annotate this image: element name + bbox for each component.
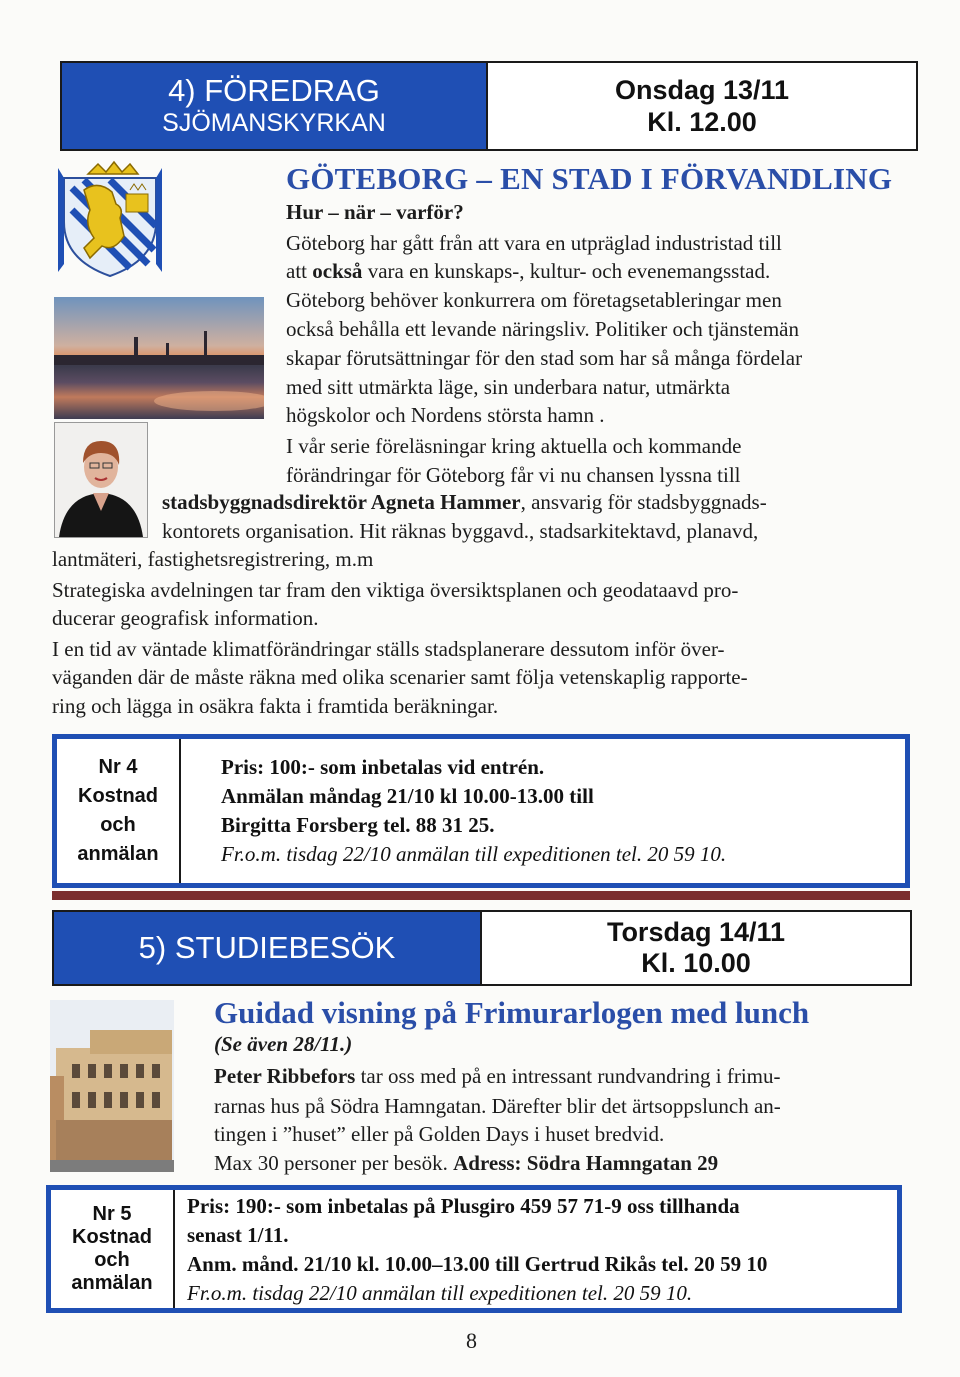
section5-header-title-box [54, 912, 482, 984]
section4-body-line: I vår serie föreläsningar kring aktuella och kommande [286, 434, 742, 458]
section4-body-line: Göteborg har gått från att vara en utpräglad industristad till [286, 231, 782, 255]
price-label-line: och [94, 1249, 130, 1271]
price-line: Fr.o.m. tisdag 22/10 anmälan till expeditionen tel. 20 59 10. [221, 842, 727, 866]
price-line: Anmälan måndag 21/10 kl 10.00-13.00 till [221, 784, 594, 808]
price-line: Anm. månd. 21/10 kl. 10.00–13.00 till Gertrud Rikås tel. 20 59 10 [187, 1252, 768, 1276]
section4-body-line: högskolor och Nordens största hamn . [286, 403, 605, 427]
section4-body-line: också behålla ett levande näringsliv. Politiker och tjänstemän [286, 317, 799, 341]
section4-body-line: stadsbyggnadsdirektör Agneta Hammer, ansvarig för stadsbyggnads- [162, 490, 767, 514]
price-line: Pris: 100:- som inbetalas vid entrén. [221, 755, 545, 779]
section4-body-line: I en tid av väntade klimatförändringar ställs stadsplanerare dessutom inför över- [52, 637, 725, 661]
section4-price-box [52, 734, 910, 888]
section5-day: Torsdag 14/11 [606, 917, 786, 947]
section5-price-label [51, 1190, 175, 1308]
section5-header-datetime [482, 912, 910, 984]
price-line: Fr.o.m. tisdag 22/10 anmälan till expeditionen tel. 20 59 10. [187, 1281, 693, 1305]
section4-body-line: kontorets organisation. Hit räknas byggavd., stadsarkitektavd, planavd, [162, 519, 759, 543]
harbour-sunset-photo [54, 297, 264, 419]
section4-heading: GÖTEBORG – EN STAD I FÖRVANDLING [286, 161, 893, 196]
section5-title: 5) STUDIEBESÖK [138, 930, 396, 965]
section4-body-line: med sitt utmärkta läge, sin underbara natur, utmärkta [286, 375, 731, 399]
section4-body-line: förändringar för Göteborg får vi nu chansen lyssna till [286, 463, 741, 487]
page-number: 8 [466, 1328, 477, 1353]
section5-body-line: rarnas hus på Södra Hamngatan. Därefter blir det ärtsoppslunch an- [214, 1094, 781, 1118]
section4-price-label [57, 739, 181, 883]
section4-header-datetime [488, 63, 916, 149]
section4-body-line: ducerar geografisk information. [52, 606, 319, 630]
price-label-line: Nr 4 [98, 756, 138, 778]
section4-venue: SJÖMANSKYRKAN [162, 109, 386, 137]
section4-body-line: lantmäteri, fastighetsregistrering, m.m [52, 547, 374, 571]
price-label-line: Nr 5 [92, 1203, 132, 1225]
section5-header [52, 910, 912, 986]
section-separator [52, 891, 910, 900]
price-line: Birgitta Forsberg tel. 88 31 25. [221, 813, 495, 837]
section5-body-line: Peter Ribbefors tar oss med på en intressant rundvandring i frimu- [214, 1064, 781, 1088]
gothenburg-coat-of-arms-icon [54, 160, 166, 280]
section5-note: (Se även 28/11.) [214, 1032, 353, 1056]
section4-title: 4) FÖREDRAG [168, 73, 380, 108]
price-label-line: anmälan [77, 843, 159, 865]
section4-body-line: ring och lägga in osäkra fakta i framtida beräkningar. [52, 694, 499, 718]
frimurarlogen-building-photo [50, 1000, 174, 1172]
section5-heading: Guidad visning på Frimurarlogen med lunch [214, 995, 810, 1030]
section5-body-line: tingen i ”huset” eller på Golden Days i huset bredvid. [214, 1122, 665, 1146]
section5-price-box [46, 1185, 902, 1313]
section4-body-line: Strategiska avdelningen tar fram den viktiga översiktsplanen och geodataavd pro- [52, 578, 739, 602]
section4-header-title-box [62, 63, 488, 149]
price-label-line: och [100, 814, 136, 836]
section5-price-text [175, 1190, 767, 1308]
section4-time: Kl. 12.00 [647, 107, 757, 137]
price-line: Pris: 190:- som inbetalas på Plusgiro 459 57 71-9 oss tillhanda [187, 1194, 740, 1218]
section4-subheading: Hur – när – varför? [286, 200, 464, 224]
section4-body-line: att också vara en kunskaps-, kultur- och evenemangsstad. [286, 259, 771, 283]
section4-body-line: Göteborg behöver konkurrera om företagsetableringar men [286, 288, 782, 312]
price-label-line: anmälan [71, 1272, 153, 1294]
section4-day: Onsdag 13/11 [614, 75, 790, 105]
price-label-line: Kostnad [72, 1226, 152, 1248]
section4-body-line: skapar förutsättningar för den stad som har så många fördelar [286, 346, 803, 370]
section5-time: Kl. 10.00 [641, 948, 751, 978]
section4-body-line: väganden där de måste räkna med olika scenarier samt följa vetenskaplig rapporte- [52, 665, 748, 689]
section5-body-line: Max 30 personer per besök. Adress: Södra Hamngatan 29 [214, 1151, 719, 1175]
section4-price-text [181, 739, 726, 883]
portrait-agneta-hammer-photo [54, 422, 148, 538]
section4-header [60, 61, 918, 151]
price-label-line: Kostnad [78, 785, 158, 807]
price-line: senast 1/11. [187, 1223, 289, 1247]
